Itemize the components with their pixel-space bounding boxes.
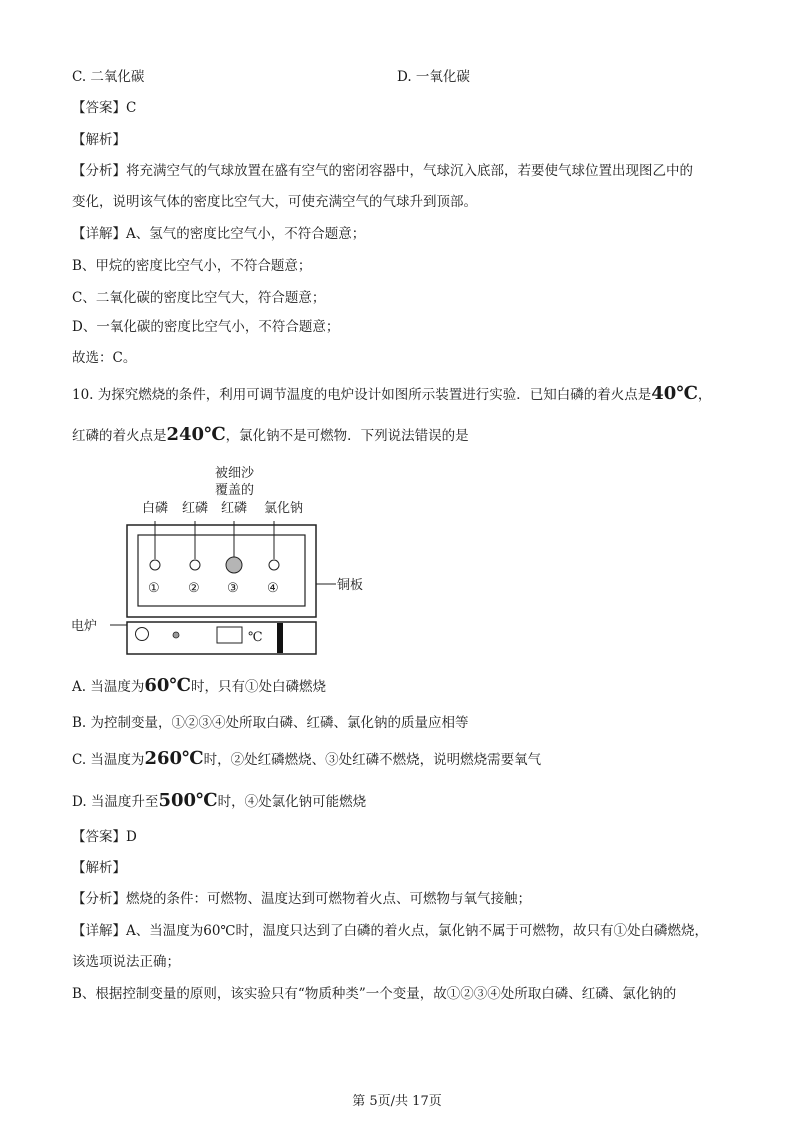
position-1: ①	[148, 581, 160, 596]
sample-red-phosphorus-1	[190, 560, 200, 570]
q10-option-c-temp: 260℃	[144, 748, 204, 769]
q9-analysis-line1: 【分析】将充满空气的气球放置在盛有空气的密闭容器中，气球沉入底部，若要使气球位置出现图乙中的	[72, 163, 693, 179]
q9-detail-a: 【详解】A、氢气的密度比空气小，不符合题意；	[72, 226, 366, 242]
temperature-display	[217, 627, 242, 643]
q10-option-c-post: 时，②处红磷燃烧、③处红磷不燃烧，说明燃烧需要氧气	[203, 752, 542, 768]
q10-stem1-temp: 40℃	[651, 383, 698, 404]
q10-stem1-before: 10. 为探究燃烧的条件，利用可调节温度的电炉设计如图所示装置进行实验．已知白磷的着火点是	[72, 387, 652, 403]
q10-detail-a-line2: 该选项说法正确；	[72, 954, 180, 970]
q10-option-d	[72, 792, 366, 811]
q9-detail-d: D、一氧化碳的密度比空气小，不符合题意；	[72, 319, 340, 335]
label-red-phosphorus-1: 红磷	[182, 501, 209, 516]
furnace-indicator-light	[173, 632, 179, 638]
q9-answer: 【答案】C	[72, 100, 137, 116]
q10-analysis: 【分析】燃烧的条件：可燃物、温度达到可燃物着火点、可燃物与氧气接触；	[72, 891, 531, 907]
q10-option-a	[72, 677, 326, 696]
q10-option-d-temp: 500℃	[158, 790, 218, 811]
q10-option-d-pre: D. 当温度升至	[72, 794, 159, 810]
q9-analysis-line2: 变化，说明该气体的密度比空气大，可使充满空气的气球升到顶部。	[72, 194, 477, 210]
position-4: ④	[267, 581, 279, 596]
furnace-knob	[136, 628, 149, 641]
page-footer: 第 5页/共 17页	[352, 1094, 442, 1109]
label-copper-plate: 铜板	[337, 578, 364, 593]
q10-option-a-post: 时，只有①处白磷燃烧	[190, 679, 326, 695]
q10-option-a-pre: A. 当温度为	[72, 679, 145, 695]
temperature-unit: ℃	[248, 630, 263, 645]
q10-stem2-after: ，氯化钠不是可燃物．下列说法错误的是	[225, 428, 469, 444]
q9-option-c	[72, 68, 144, 86]
q10-stem1-after: ，	[697, 387, 712, 403]
label-red-phosphorus-2: 红磷	[221, 501, 248, 516]
label-sodium-chloride: 氯化钠	[264, 501, 304, 516]
q9-option-d: D. 一氧化碳	[397, 69, 470, 85]
q10-detail-a-line1: 【详解】A、当温度为60℃时，温度只达到了白磷的着火点，氯化钠不属于可燃物，故只有①处白磷燃烧，	[72, 923, 709, 939]
label-furnace: 电炉	[71, 619, 98, 634]
sample-white-phosphorus	[150, 560, 160, 570]
q9-detail-c: C、二氧化碳的密度比空气大，符合题意；	[72, 290, 326, 306]
sample-covered-red-phosphorus	[226, 557, 242, 573]
q10-stem-line2	[72, 426, 469, 445]
sample-sodium-chloride	[269, 560, 279, 570]
q10-answer: 【答案】D	[72, 829, 137, 845]
q10-analysis-title: 【解析】	[72, 860, 126, 876]
furnace-switch	[277, 623, 283, 653]
label-covered-line1: 被细沙	[215, 466, 255, 481]
q10-option-a-temp: 60℃	[144, 675, 191, 696]
q10-detail-b: B、根据控制变量的原则，该实验只有“物质种类”一个变量，故①②③④处所取白磷、红磷、氯化钠的	[72, 986, 677, 1002]
label-covered-line2: 覆盖的	[215, 483, 255, 498]
q10-stem2-before: 红磷的着火点是	[72, 428, 167, 444]
q9-option-c-text: C. 二氧化碳	[72, 69, 145, 85]
q9-detail-b: B、甲烷的密度比空气小，不符合题意；	[72, 258, 312, 274]
q10-stem2-temp: 240℃	[166, 424, 226, 445]
q10-option-c-pre: C. 当温度为	[72, 752, 145, 768]
q10-option-b: B. 为控制变量，①②③④处所取白磷、红磷、氯化钠的质量应相等	[72, 715, 469, 731]
q10-option-d-post: 时，④处氯化钠可能燃烧	[217, 794, 367, 810]
q10-stem-line1	[72, 385, 711, 404]
copper-plate-inner	[138, 535, 305, 606]
position-3: ③	[227, 581, 239, 596]
label-white-phosphorus: 白磷	[142, 501, 169, 516]
apparatus-diagram	[68, 462, 378, 662]
q9-conclusion: 故选：C。	[72, 350, 137, 366]
q10-option-c	[72, 750, 541, 769]
q9-analysis-title: 【解析】	[72, 132, 126, 148]
position-2: ②	[188, 581, 200, 596]
